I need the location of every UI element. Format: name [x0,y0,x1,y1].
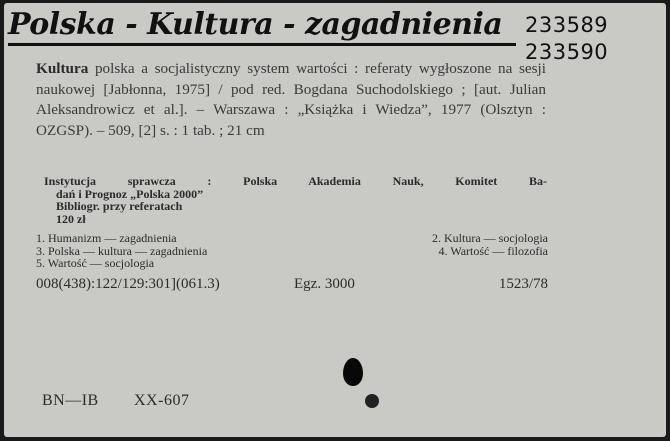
heading-underline [8,43,516,46]
subject-tracings [36,232,548,270]
footer-card-id: XX-607 [134,392,190,409]
copy-count: Egz. 3000 [294,276,355,292]
record-number: 1523/78 [498,276,548,292]
description-text: polska a socjalistyczny system wartości : referaty wygłoszone na sesji naukowej [Jabłonna, 1975] / pod red. Bogdana Suchodolskiego ; [aut. Julian Aleksandrowicz et al.]. – Warszawa : „Książka i Wiedza”, 1977 (Olsztyn : OZGSP). – 509, [2] s. : 1 tab. ; 21 cm [36,60,546,139]
title-first-word: Kultura [36,60,89,77]
subject-row [36,232,548,245]
subject-row [36,257,548,270]
note-bibliography: Bibliogr. przy referatach [56,199,183,213]
note-price: 120 zł [56,211,86,226]
note-institution: Instytucja sprawcza : Polska Akademia Nauk, Komitet Ba- [44,174,547,188]
subject-heading: Polska - Kultura - zagadnienia [8,7,503,42]
subject-entry: 2. Kultura — socjologia [432,231,548,245]
punch-hole [343,358,363,386]
subject-entry: 1. Humanizm — zagadnienia [36,231,177,245]
subject-entry: 5. Wartość — socjologia [36,256,155,270]
punch-hole-small [365,394,379,408]
subject-entry: 4. Wartość — filozofia [438,243,548,258]
note-institution-cont: dań i Prognoz „Polska 2000” [56,186,204,201]
notes-block [44,175,547,225]
udc-classification: 008(438):122/129:301](061.3) [36,276,220,292]
call-number-2: 233590 [525,40,609,64]
subject-entry: 3. Polska — kultura — zagadnienia [36,243,208,258]
footer-library-code: BN—IB [42,392,99,409]
bibliographic-description [36,59,546,141]
catalog-card [4,3,666,437]
call-number-1: 233589 [525,13,609,37]
